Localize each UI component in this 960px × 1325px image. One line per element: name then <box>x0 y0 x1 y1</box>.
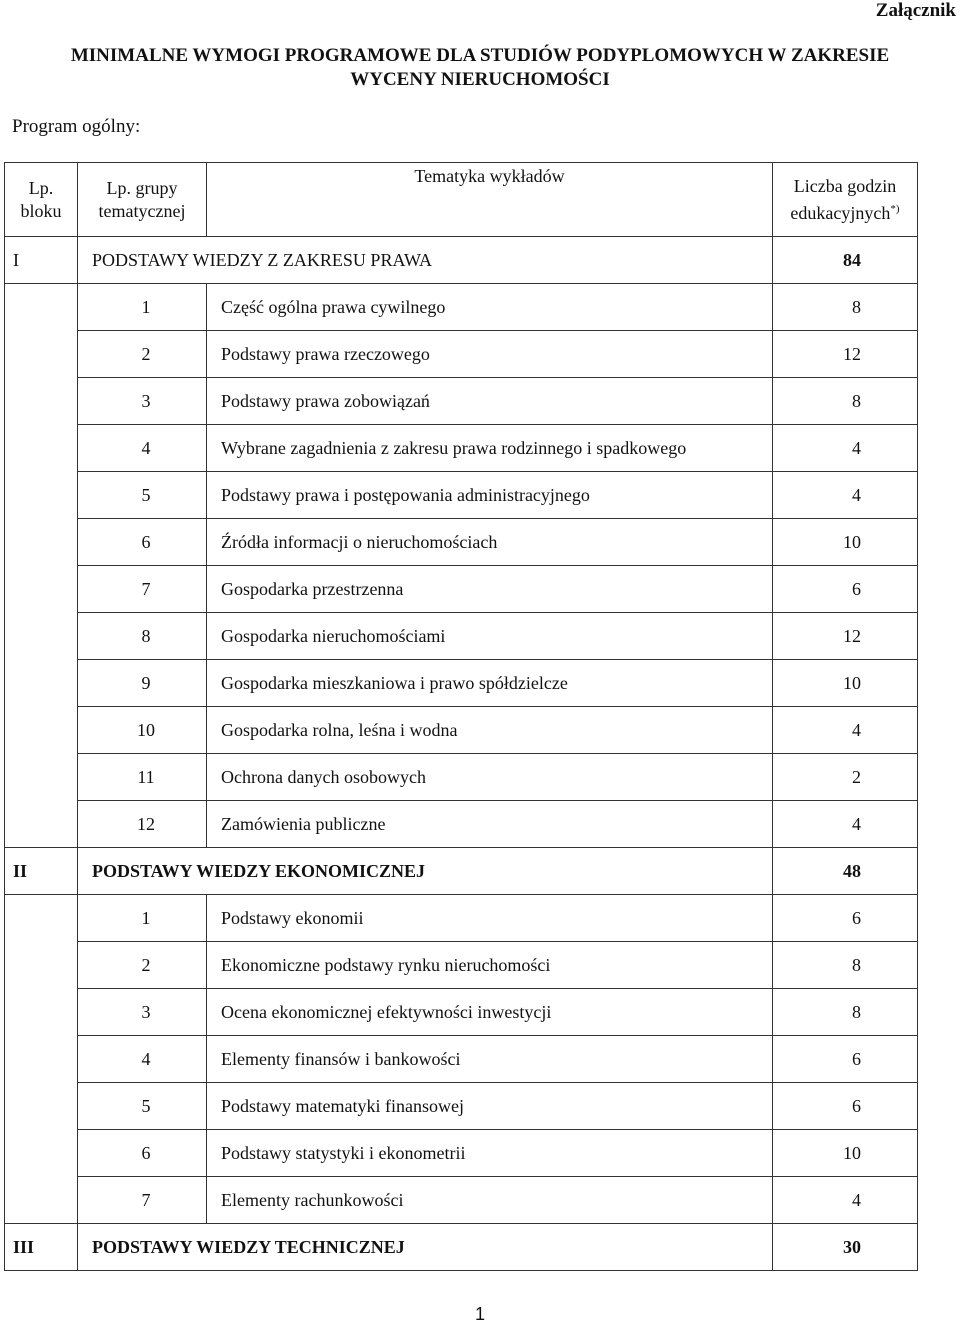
curriculum-table <box>4 162 918 1271</box>
empty-block-cell <box>5 1036 78 1083</box>
empty-block-cell <box>5 1130 78 1177</box>
topic-hours: 6 <box>773 1083 918 1130</box>
topic-hours: 10 <box>773 660 918 707</box>
topic-title: Podstawy ekonomii <box>207 895 773 942</box>
header-topic <box>207 163 773 237</box>
title-line-1: MINIMALNE WYMOGI PROGRAMOWE DLA STUDIÓW PODYPLOMOWYCH W ZAKRESIE <box>70 45 890 66</box>
attachment-label: Załącznik <box>875 0 956 21</box>
empty-block-cell <box>5 754 78 801</box>
header-topic-text: Tematyka wykładów <box>414 166 565 186</box>
topic-title: Wybrane zagadnienia z zakresu prawa rodzinnego i spadkowego <box>207 425 773 472</box>
block-hours: 30 <box>773 1224 918 1271</box>
page-number: 1 <box>474 1304 485 1324</box>
document-title <box>20 44 940 92</box>
topic-hours: 8 <box>773 284 918 331</box>
header-hours-line2-text: edukacyjnych <box>790 202 891 223</box>
topic-row <box>5 1130 918 1177</box>
topic-hours: 6 <box>773 1036 918 1083</box>
block-number: III <box>5 1224 78 1271</box>
topic-row <box>5 284 918 331</box>
topic-row <box>5 895 918 942</box>
topic-title: Gospodarka rolna, leśna i wodna <box>207 707 773 754</box>
topic-number: 1 <box>78 284 207 331</box>
topic-number: 9 <box>78 660 207 707</box>
topic-number: 5 <box>78 472 207 519</box>
block-hours: 84 <box>773 237 918 284</box>
topic-row <box>5 801 918 848</box>
topic-number: 2 <box>78 942 207 989</box>
block-title: PODSTAWY WIEDZY TECHNICZNEJ <box>78 1224 773 1271</box>
empty-block-cell <box>5 613 78 660</box>
topic-number: 6 <box>78 519 207 566</box>
table-header-row <box>5 163 918 237</box>
topic-number: 12 <box>78 801 207 848</box>
topic-hours: 10 <box>773 1130 918 1177</box>
empty-block-cell <box>5 331 78 378</box>
empty-block-cell <box>5 801 78 848</box>
topic-title: Podstawy prawa zobowiązań <box>207 378 773 425</box>
topic-hours: 12 <box>773 613 918 660</box>
block-hours: 48 <box>773 848 918 895</box>
empty-block-cell <box>5 378 78 425</box>
topic-title: Zamówienia publiczne <box>207 801 773 848</box>
topic-row <box>5 989 918 1036</box>
topic-hours: 4 <box>773 801 918 848</box>
topic-row <box>5 942 918 989</box>
header-group-number <box>78 163 207 237</box>
topic-number: 11 <box>78 754 207 801</box>
empty-block-cell <box>5 284 78 331</box>
topic-row <box>5 1177 918 1224</box>
empty-block-cell <box>5 472 78 519</box>
empty-block-cell <box>5 1177 78 1224</box>
topic-row <box>5 425 918 472</box>
header-block-number-line2: bloku <box>20 200 62 221</box>
block-number: II <box>5 848 78 895</box>
topic-hours: 4 <box>773 1177 918 1224</box>
topic-hours: 4 <box>773 707 918 754</box>
topic-hours: 12 <box>773 331 918 378</box>
empty-block-cell <box>5 1083 78 1130</box>
empty-block-cell <box>5 942 78 989</box>
topic-row <box>5 519 918 566</box>
header-hours-line2 <box>781 198 909 225</box>
topic-number: 2 <box>78 331 207 378</box>
block-title: PODSTAWY WIEDZY EKONOMICZNEJ <box>78 848 773 895</box>
header-hours-line1: Liczba godzin <box>793 175 897 196</box>
topic-hours: 4 <box>773 425 918 472</box>
topic-number: 4 <box>78 1036 207 1083</box>
topic-title: Gospodarka przestrzenna <box>207 566 773 613</box>
empty-block-cell <box>5 707 78 754</box>
topic-number: 3 <box>78 989 207 1036</box>
topic-row <box>5 754 918 801</box>
header-hours-footnote: *) <box>890 202 900 215</box>
empty-block-cell <box>5 566 78 613</box>
empty-block-cell <box>5 519 78 566</box>
topic-hours: 10 <box>773 519 918 566</box>
program-label: Program ogólny: <box>12 116 141 137</box>
header-group-number-line2: tematycznej <box>98 200 186 221</box>
topic-title: Gospodarka nieruchomościami <box>207 613 773 660</box>
topic-title: Podstawy statystyki i ekonometrii <box>207 1130 773 1177</box>
topic-row <box>5 613 918 660</box>
topic-number: 5 <box>78 1083 207 1130</box>
block-title: PODSTAWY WIEDZY Z ZAKRESU PRAWA <box>78 237 773 284</box>
topic-number: 6 <box>78 1130 207 1177</box>
topic-title: Ekonomiczne podstawy rynku nieruchomości <box>207 942 773 989</box>
topic-hours: 8 <box>773 989 918 1036</box>
block-row <box>5 237 918 284</box>
header-block-number-line1: Lp. <box>28 177 54 198</box>
topic-hours: 8 <box>773 942 918 989</box>
topic-row <box>5 1036 918 1083</box>
topic-row <box>5 707 918 754</box>
topic-title: Podstawy prawa i postępowania administracyjnego <box>207 472 773 519</box>
topic-row <box>5 566 918 613</box>
topic-hours: 8 <box>773 378 918 425</box>
empty-block-cell <box>5 660 78 707</box>
topic-title: Podstawy prawa rzeczowego <box>207 331 773 378</box>
topic-row <box>5 378 918 425</box>
topic-number: 4 <box>78 425 207 472</box>
header-hours <box>773 163 918 237</box>
topic-row <box>5 331 918 378</box>
header-block-number <box>5 163 78 237</box>
topic-hours: 2 <box>773 754 918 801</box>
topic-title: Elementy rachunkowości <box>207 1177 773 1224</box>
topic-number: 10 <box>78 707 207 754</box>
block-number: I <box>5 237 78 284</box>
topic-row <box>5 472 918 519</box>
topic-hours: 4 <box>773 472 918 519</box>
empty-block-cell <box>5 425 78 472</box>
topic-number: 3 <box>78 378 207 425</box>
block-row <box>5 848 918 895</box>
topic-title: Źródła informacji o nieruchomościach <box>207 519 773 566</box>
topic-title: Podstawy matematyki finansowej <box>207 1083 773 1130</box>
topic-number: 8 <box>78 613 207 660</box>
empty-block-cell <box>5 989 78 1036</box>
topic-row <box>5 660 918 707</box>
topic-title: Część ogólna prawa cywilnego <box>207 284 773 331</box>
header-group-number-line1: Lp. grupy <box>106 177 178 198</box>
topic-row <box>5 1083 918 1130</box>
topic-number: 1 <box>78 895 207 942</box>
topic-number: 7 <box>78 1177 207 1224</box>
title-line-2: WYCENY NIERUCHOMOŚCI <box>350 69 610 90</box>
topic-title: Ocena ekonomicznej efektywności inwestycji <box>207 989 773 1036</box>
topic-title: Gospodarka mieszkaniowa i prawo spółdzielcze <box>207 660 773 707</box>
topic-title: Elementy finansów i bankowości <box>207 1036 773 1083</box>
block-row <box>5 1224 918 1271</box>
topic-hours: 6 <box>773 895 918 942</box>
topic-number: 7 <box>78 566 207 613</box>
empty-block-cell <box>5 895 78 942</box>
topic-title: Ochrona danych osobowych <box>207 754 773 801</box>
topic-hours: 6 <box>773 566 918 613</box>
